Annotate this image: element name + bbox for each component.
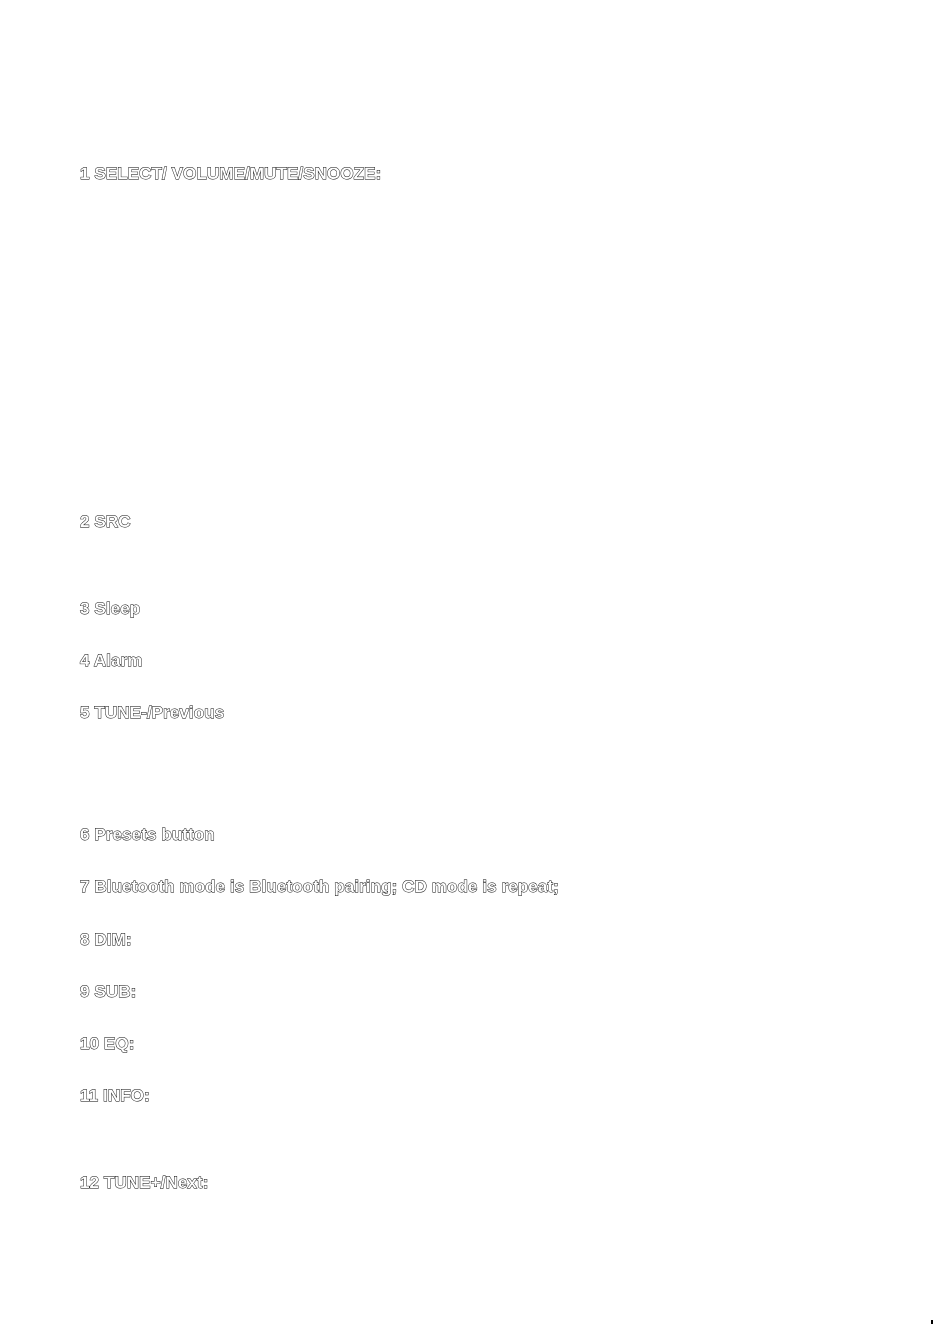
item-info: 11 INFO: — [80, 1086, 150, 1105]
item-presets-button: 6 Presets button — [80, 825, 215, 844]
item-tune-previous: 5 TUNE-/Previous — [80, 703, 225, 722]
item-tune-next: 12 TUNE+/Next: — [80, 1173, 209, 1192]
item-sub: 9 SUB: — [80, 982, 137, 1001]
item-sleep: 3 Sleep — [80, 599, 141, 618]
item-src: 2 SRC — [80, 512, 131, 531]
item-alarm: 4 Alarm — [80, 651, 143, 670]
item-select-volume-mute-snooze: 1 SELECT/ VOLUME/MUTE/SNOOZE: — [80, 164, 382, 183]
item-eq: 10 EQ: — [80, 1034, 135, 1053]
item-dim: 8 DIM: — [80, 930, 132, 949]
item-bluetooth-pairing: 7 Bluetooth mode is Bluetooth pairing; CD mode is repeat; — [80, 877, 559, 896]
